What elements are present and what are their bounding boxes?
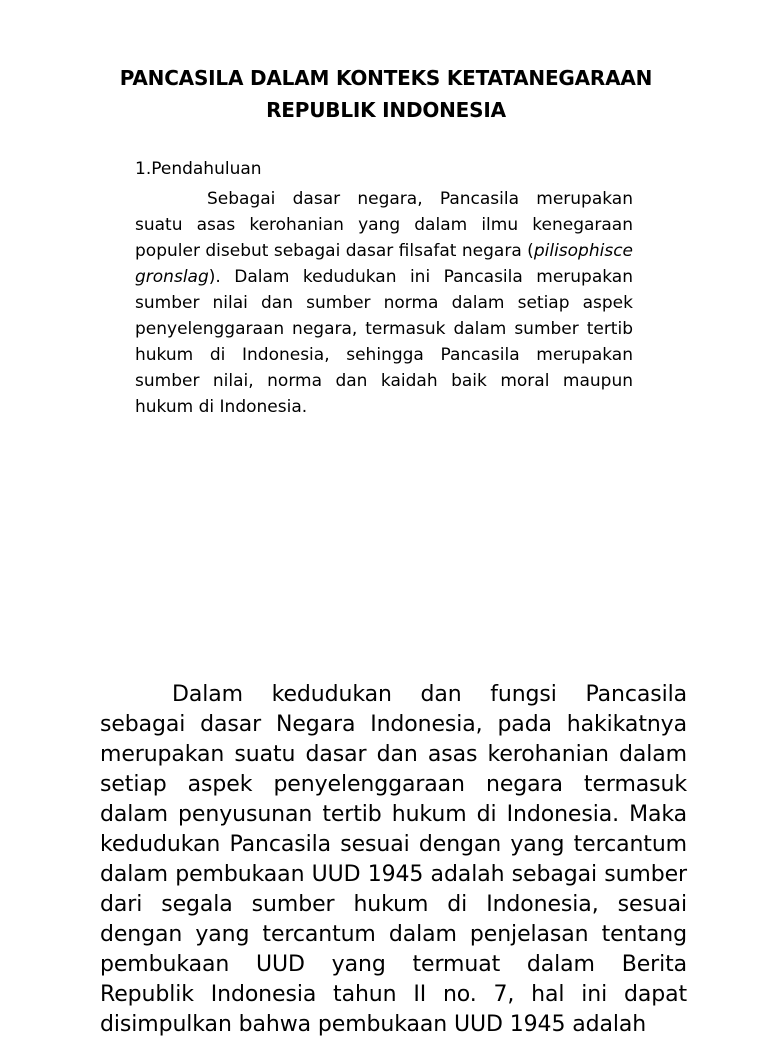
introduction-section — [135, 156, 633, 420]
title-line-1: PANCASILA DALAM KONTEKS KETATANEGARAAN — [119, 66, 653, 90]
introduction-italic-term: pilisophisce gronslag — [135, 241, 633, 287]
document-title — [60, 62, 712, 126]
title-line-2: REPUBLIK INDONESIA — [266, 98, 506, 122]
introduction-text-part-2: ). Dalam kedudukan ini Pancasila merupakan sumber nilai dan sumber norma dalam setiap aspek penyelenggaraan negara, termasuk dalam sumber tertib hukum di Indonesia, sehingga Pancasila merupakan sumber nilai, norma dan kaidah baik moral maupun hukum di Indonesia. — [135, 267, 633, 417]
introduction-text-part-1: Sebagai dasar negara, Pancasila merupakan suatu asas kerohanian yang dalam ilmu kenegaraan populer disebut sebagai dasar filsafat negara ( — [135, 189, 633, 261]
introduction-paragraph — [135, 186, 633, 420]
body-paragraph: Dalam kedudukan dan fungsi Pancasila sebagai dasar Negara Indonesia, pada hakikatnya merupakan suatu dasar dan asas kerohanian dalam setiap aspek penyelenggaraan negara termasuk dalam penyusunan tertib hukum di Indonesia. Maka kedudukan Pancasila sesuai dengan yang tercantum dalam pembukaan UUD 1945 adalah sebagai sumber dari segala sumber hukum di Indonesia, sesuai dengan yang tercantum dalam penjelasan tentang pembukaan UUD yang termuat dalam Berita Republik Indonesia tahun II no. 7, hal ini dapat disimpulkan bahwa pembukaan UUD 1945 adalah — [100, 682, 687, 1037]
section-heading: 1.Pendahuluan — [135, 159, 262, 179]
